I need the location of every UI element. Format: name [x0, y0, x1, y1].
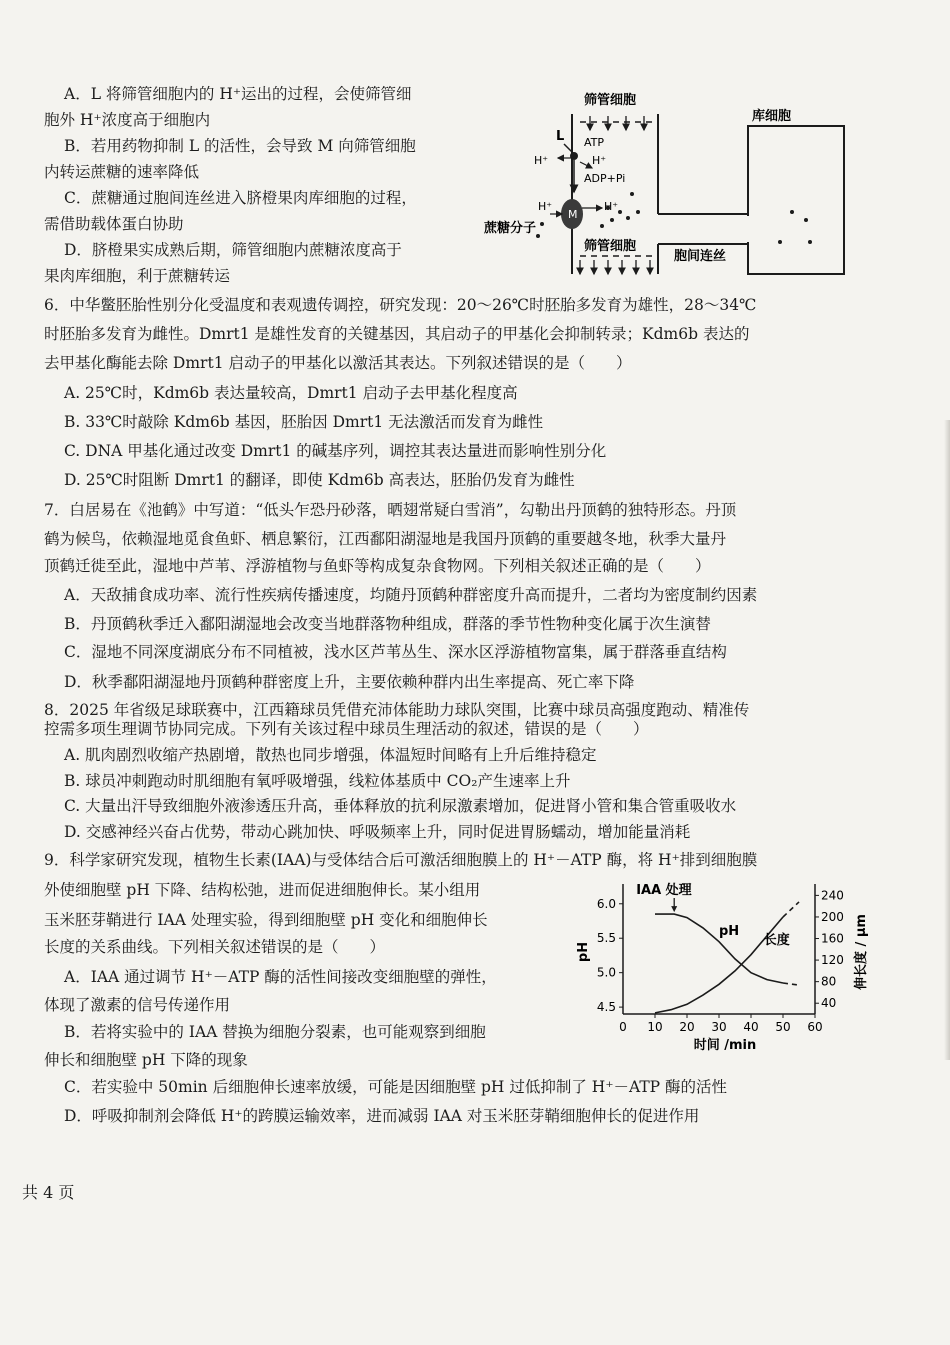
q5-option-a-line2: 胞外 H⁺浓度高于细胞内 [44, 111, 211, 129]
q5-transport-diagram [480, 86, 860, 286]
q9-option-b-line1: B．若将实验中的 IAA 替换为细胞分裂素，也可能观察到细胞 [64, 1023, 486, 1041]
q9-option-c: C．若实验中 50min 后细胞伸长速率放缓，可能是因细胞壁 pH 过低抑制了 H⁺－ATP 酶的活性 [64, 1078, 728, 1096]
q5-option-b-line1: B．若用药物抑制 L 的活性，会导致 M 向筛管细胞 [64, 137, 416, 155]
series-length-label: 长度 [763, 932, 790, 948]
y-right-tick-label: 160 [821, 931, 844, 946]
y-right-tick-label: 200 [821, 909, 844, 924]
q7-option-b: B．丹顶鹤秋季迁入鄱阳湖湿地会改变当地群落物种组成，群落的季节性物种变化属于次生演替 [64, 615, 711, 633]
q9-option-a-line1: A．IAA 通过调节 H⁺－ATP 酶的活性间接改变细胞壁的弹性， [64, 968, 497, 986]
q9-stem-line2: 外使细胞壁 pH 下降、结构松弛，进而促进细胞伸长。某小组用 [44, 881, 481, 899]
q5-option-d-line2: 果肉库细胞，利于蔗糖转运 [44, 267, 231, 285]
q9-ph-length-chart [565, 872, 885, 1062]
q8-option-b: B. 球员冲刺跑动时肌细胞有氧呼吸增强，线粒体基质中 CO₂产生速率上升 [64, 772, 571, 790]
label-sieve-bottom: 筛管细胞 [584, 239, 637, 254]
page-count: 共 4 页 [22, 1183, 75, 1202]
q6-stem-line3: 去甲基化酶能去除 Dmrt1 启动子的甲基化以激活其表达。下列叙述错误的是（ ） [44, 354, 632, 372]
q8-option-c: C. 大量出汗导致细胞外液渗透压升高，垂体释放的抗利尿激素增加，促进肾小管和集合管重吸收水 [64, 797, 737, 815]
x-tick-label: 30 [711, 1020, 727, 1034]
q7-stem-line2: 鹤为候鸟，依赖湿地觅食鱼虾、栖息繁衍，江西鄱阳湖湿地是我国丹顶鹤的重要越冬地，秋季大量丹 [44, 530, 727, 548]
series-ph-dashed [783, 983, 799, 985]
q9-stem-line3: 玉米胚芽鞘进行 IAA 处理实验，得到细胞壁 pH 变化和细胞伸长 [44, 911, 488, 929]
q5-option-a-line1: A．L 将筛管细胞内的 H⁺运出的过程，会使筛管细 [64, 85, 412, 103]
label-h-m-out: H⁺ [538, 200, 553, 213]
label-h-out: H⁺ [534, 154, 549, 167]
q6-stem-line2: 时胚胎多发育为雌性。Dmrt1 是雄性发育的关键基因，其启动子的甲基化会抑制转录；Kdm6b 表达的 [44, 325, 750, 343]
q8-option-a: A. 肌肉剧烈收缩产热剧增，散热也同步增强，体温短时间略有上升后维持稳定 [64, 746, 597, 764]
y-left-tick-label: 4.5 [596, 1000, 616, 1015]
label-h-in: H⁺ [592, 154, 607, 167]
q5-option-d-line1: D．脐橙果实成熟后期，筛管细胞内蔗糖浓度高于 [64, 241, 402, 259]
x-tick-label: 40 [743, 1020, 759, 1034]
scan-edge-shadow [944, 420, 950, 1060]
label-sucrose: 蔗糖分子 [484, 221, 537, 236]
label-adp: ADP+Pi [584, 172, 626, 185]
q9-option-b-line2: 伸长和细胞壁 pH 下降的现象 [44, 1051, 248, 1069]
y-left-tick-label: 6.0 [596, 896, 616, 911]
q6-option-c: C. DNA 甲基化通过改变 Dmrt1 的碱基序列，调控其表达量进而影响性别分化 [64, 442, 607, 460]
q6-option-b: B. 33℃时敲除 Kdm6b 基因，胚胎因 Dmrt1 无法激活而发育为雌性 [64, 413, 544, 431]
label-sink-cell: 库细胞 [752, 109, 792, 124]
q5-option-c-line1: C．蔗糖通过胞间连丝进入脐橙果肉库细胞的过程， [64, 189, 417, 207]
q6-stem-line1: 6．中华鳖胚胎性别分化受温度和表观遗传调控，研究发现：20～26℃时胚胎多发育为雄性，28～34℃ [44, 296, 757, 314]
q9-stem-line4: 长度的关系曲线。下列相关叙述错误的是（ ） [44, 938, 386, 956]
y-left-tick-label: 5.0 [596, 965, 616, 980]
y-right-tick-label: 80 [821, 974, 837, 989]
x-tick-label: 60 [807, 1020, 823, 1034]
q7-stem-line3: 顶鹤迁徙至此，湿地中芦苇、浮游植物与鱼虾等构成复杂食物网。下列相关叙述正确的是（ ） [44, 557, 711, 575]
q5-option-b-line2: 内转运蔗糖的速率降低 [44, 163, 200, 181]
label-M: M [568, 208, 578, 221]
q5-option-c-line2: 需借助载体蛋白协助 [44, 215, 184, 233]
q8-option-d: D. 交感神经兴奋占优势，带动心跳加快、呼吸频率上升，同时促进胃肠蠕动，增加能量消耗 [64, 823, 691, 841]
iaa-annotation: IAA 处理 [636, 883, 692, 898]
y-right-axis-title: 伸长度 / μm [854, 914, 869, 990]
q6-option-a: A. 25℃时，Kdm6b 表达量较高，Dmrt1 启动子去甲基化程度高 [64, 384, 518, 402]
q7-option-a: A．天敌捕食成功率、流行性疾病传播速度，均随丹顶鹤种群密度升高而提升，二者均为密度制约因素 [64, 586, 758, 604]
series-ph-label: pH [719, 923, 740, 939]
q9-option-d: D．呼吸抑制剂会降低 H⁺的跨膜运输效率，进而减弱 IAA 对玉米胚芽鞘细胞伸长的促进作用 [64, 1107, 700, 1125]
label-h-m-in: H⁺ [604, 200, 619, 213]
y-left-axis-title: pH [576, 941, 591, 963]
y-left-tick-label: 5.5 [596, 931, 616, 946]
q9-option-a-line2: 体现了激素的信号传递作用 [44, 996, 231, 1014]
x-axis-title: 时间 /min [693, 1038, 757, 1053]
x-tick-label: 10 [647, 1020, 663, 1034]
x-tick-label: 50 [775, 1020, 791, 1034]
q7-option-c: C．湿地不同深度湖底分布不同植被，浅水区芦苇丛生、深水区浮游植物富集，属于群落垂直结构 [64, 643, 727, 661]
label-L: L [556, 129, 565, 144]
y-right-tick-label: 240 [821, 888, 844, 903]
q7-stem-line1: 7．白居易在《池鹤》中写道：“低头乍恐丹砂落，晒翅常疑白雪消”，勾勒出丹顶鹤的独特形态。丹顶 [44, 501, 737, 519]
label-plasmodesma: 胞间连丝 [674, 249, 727, 264]
q9-stem-line1: 9．科学家研究发现，植物生长素(IAA)与受体结合后可激活细胞膜上的 H⁺－ATP 酶，将 H⁺排到细胞膜 [44, 851, 758, 869]
label-atp: ATP [584, 136, 605, 149]
x-tick-label: 20 [679, 1020, 695, 1034]
iaa-arrow-head [671, 906, 677, 912]
label-sieve-top: 筛管细胞 [584, 93, 637, 108]
q7-option-d: D．秋季鄱阳湖湿地丹顶鹤种群密度上升，主要依赖种群内出生率提高、死亡率下降 [64, 673, 635, 691]
q8-stem-line2: 控需多项生理调节协同完成。下列有关该过程中球员生理活动的叙述，错误的是（ ） [44, 720, 649, 738]
q8-stem-line1: 8．2025 年省级足球联赛中，江西籍球员凭借充沛体能助力球队突围，比赛中球员高强度跑动、精准传 [44, 701, 750, 719]
series-length-dashed [783, 902, 799, 917]
x-tick-label: 0 [619, 1020, 627, 1034]
y-right-tick-label: 40 [821, 996, 837, 1011]
y-right-tick-label: 120 [821, 953, 844, 968]
q6-option-d: D. 25℃时阻断 Dmrt1 的翻译，即使 Kdm6b 高表达，胚胎仍发育为雌性 [64, 471, 575, 489]
